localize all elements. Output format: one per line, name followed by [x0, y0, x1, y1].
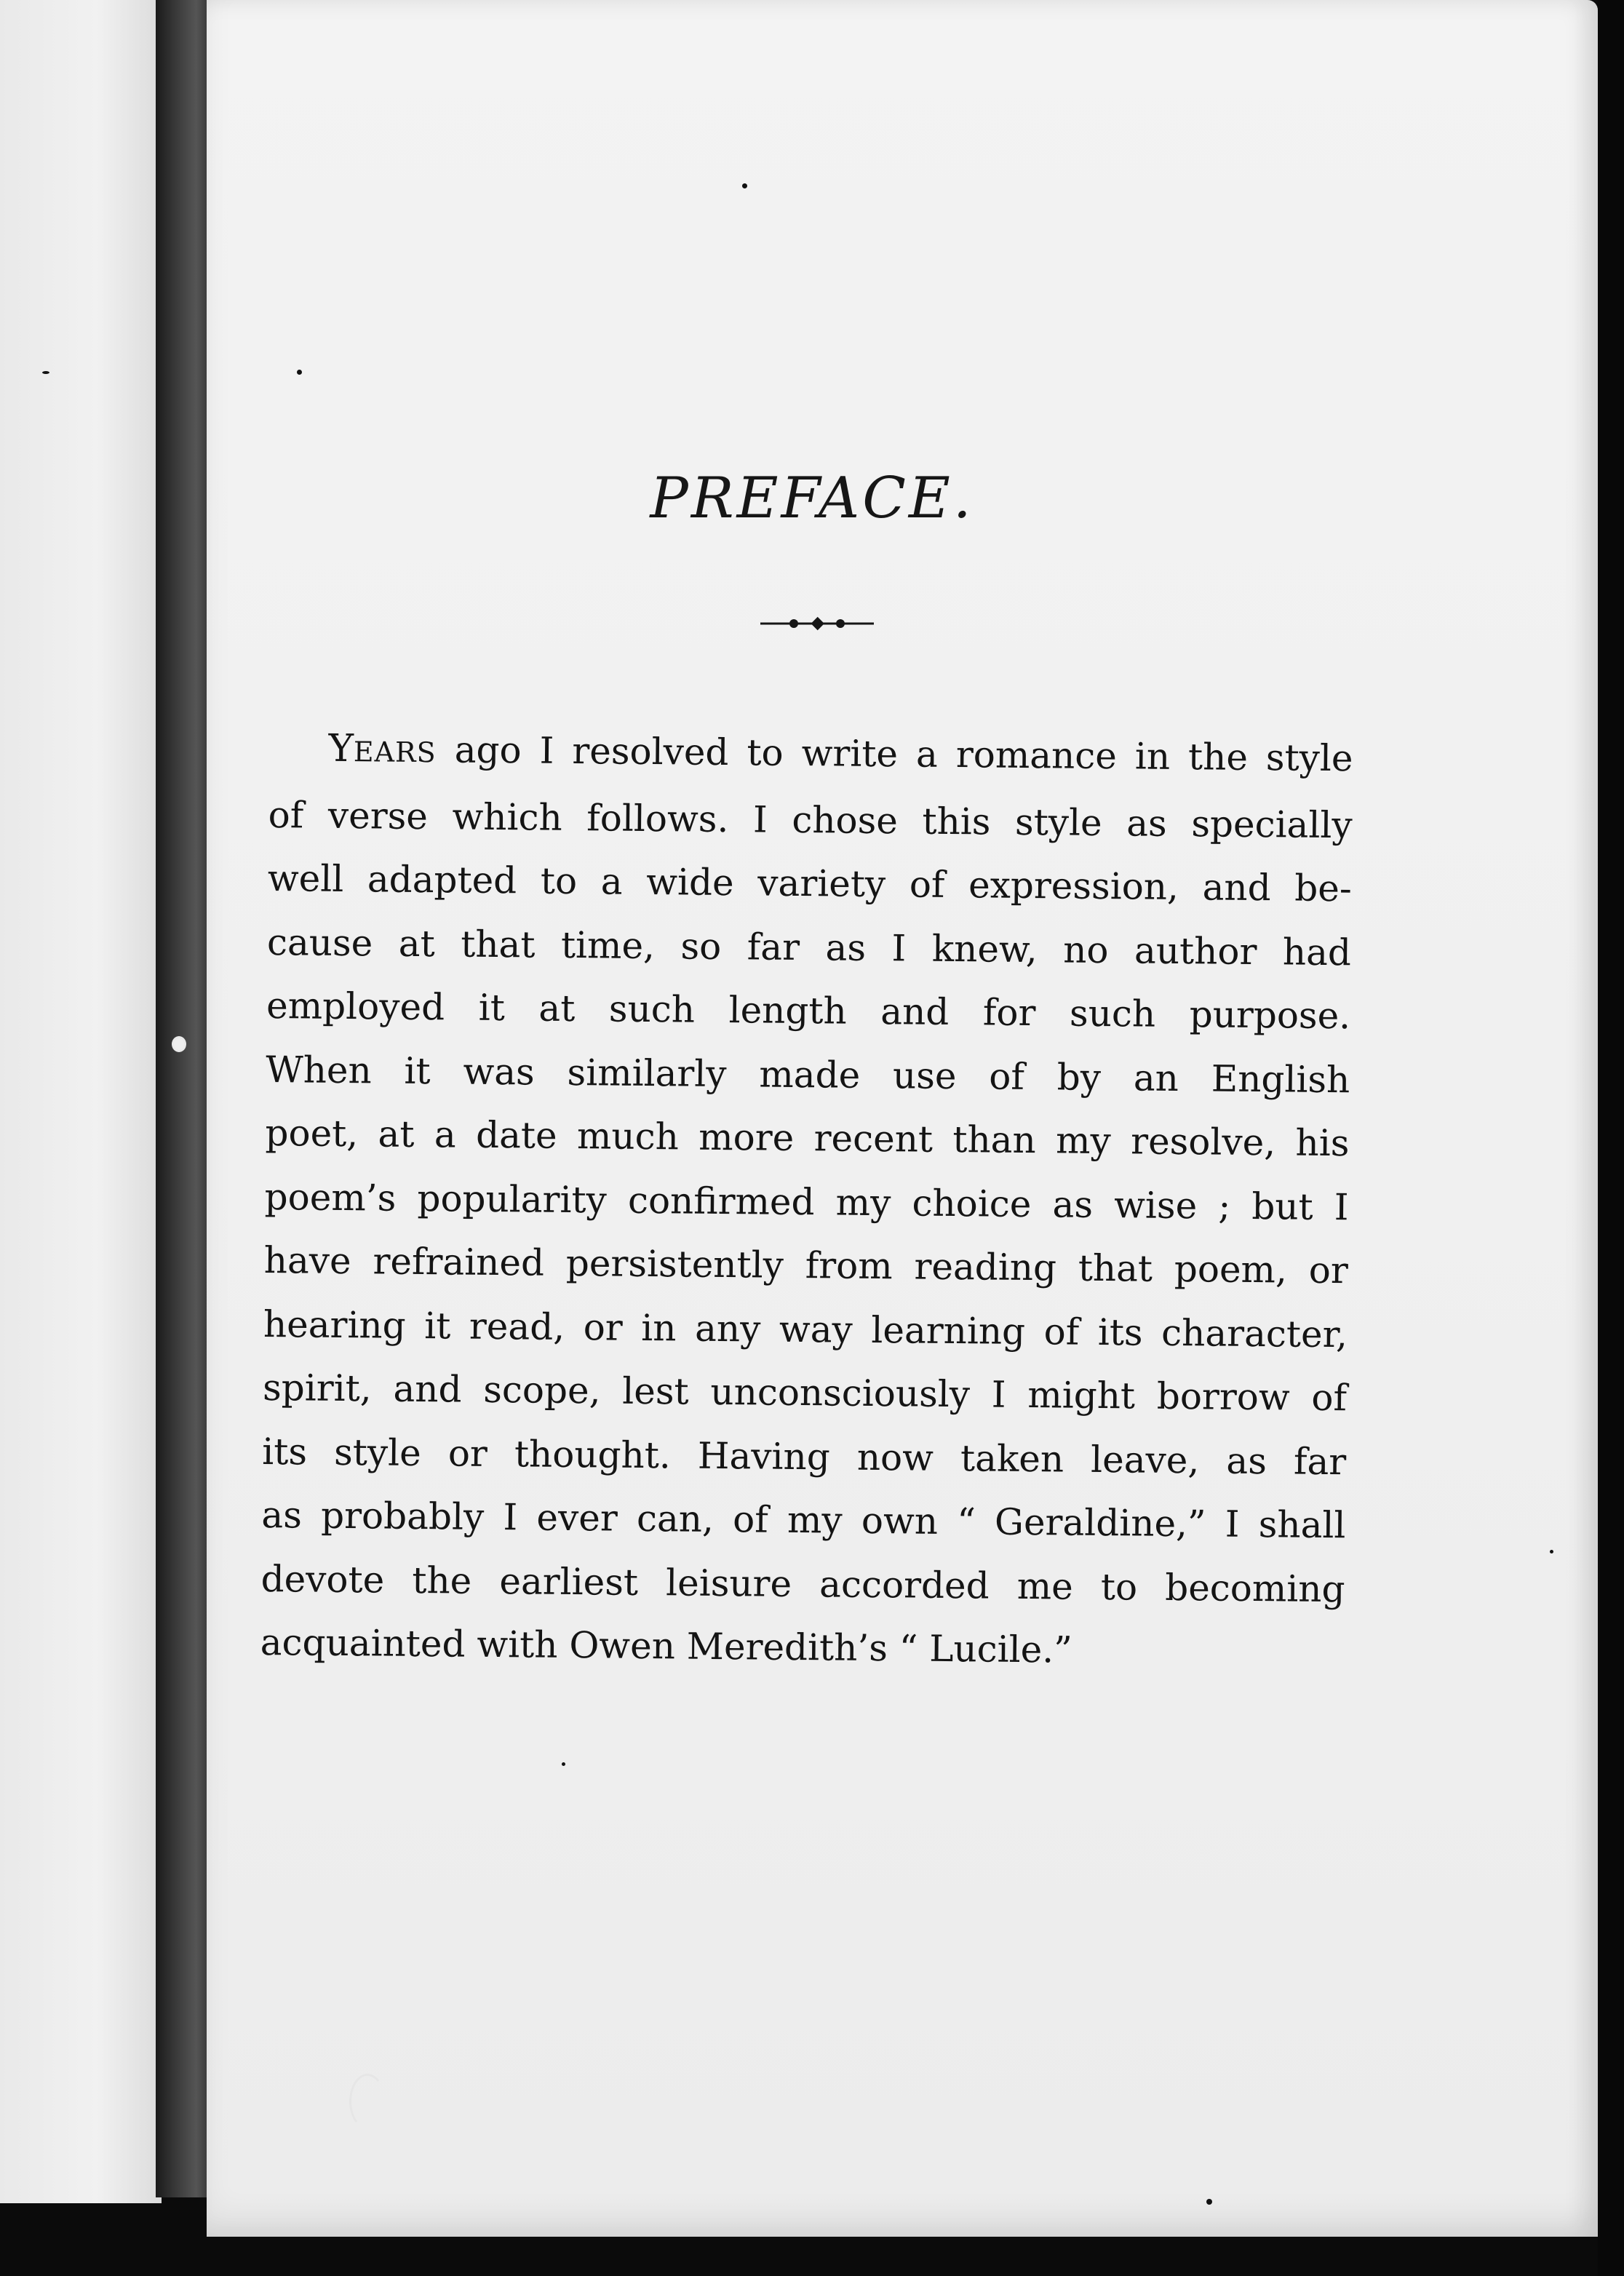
first-word-small-caps: EARS	[353, 736, 437, 769]
scan-artifact	[349, 2074, 386, 2129]
facing-page-edge	[0, 0, 162, 2203]
paragraph-line-text: ago I resolved to write a romance in the style	[436, 728, 1353, 780]
page-edge-shadow	[1598, 0, 1624, 2276]
scan-artifact	[172, 1036, 186, 1052]
paragraph-line: cause at that time, so far as I knew, no author had	[266, 920, 1352, 974]
book-gutter	[156, 0, 214, 2197]
paragraph-line: acquainted with Owen Meredith’s “ Lucile.”	[260, 1620, 1072, 1671]
paragraph-line: employed it at such length and for such purpose.	[266, 984, 1351, 1038]
scan-speck	[1206, 2199, 1212, 2205]
ornament-rule	[760, 614, 874, 633]
scan-speck	[1550, 1550, 1553, 1553]
scan-speck	[562, 1762, 565, 1766]
paragraph-line: When it was similarly made use of by an English	[266, 1048, 1350, 1101]
paragraph-line: of verse which follows. I chose this style as specially	[268, 793, 1353, 846]
paragraph-line: hearing it read, or in any way learning of its character,	[263, 1302, 1348, 1356]
paragraph-line: well adapted to a wide variety of expression, and be-	[267, 856, 1353, 910]
paragraph-line: poem’s popularity confirmed my choice as wise ; but I	[264, 1175, 1349, 1228]
preface-paragraph	[260, 717, 1353, 1685]
paragraph-line: poet, at a date much more recent than my resolve, his	[265, 1111, 1350, 1165]
paragraph-line: devote the earliest leisure accorded me to becoming	[260, 1557, 1345, 1610]
paragraph-line	[268, 717, 1353, 794]
scan-speck	[297, 370, 302, 375]
page-title: PREFACE.	[650, 466, 974, 531]
scan-speck	[742, 183, 747, 188]
paragraph-line: as probably I ever can, of my own “ Geraldine,” I shall	[261, 1493, 1346, 1547]
scan-speck	[42, 371, 49, 374]
paragraph-line: its style or thought. Having now taken leave, as far	[262, 1430, 1347, 1483]
first-word-initial: Y	[328, 726, 354, 771]
paragraph-line: spirit, and scope, lest unconsciously I might borrow of	[262, 1366, 1348, 1420]
paragraph-line: have refrained persistently from reading that poem, or	[263, 1238, 1349, 1292]
